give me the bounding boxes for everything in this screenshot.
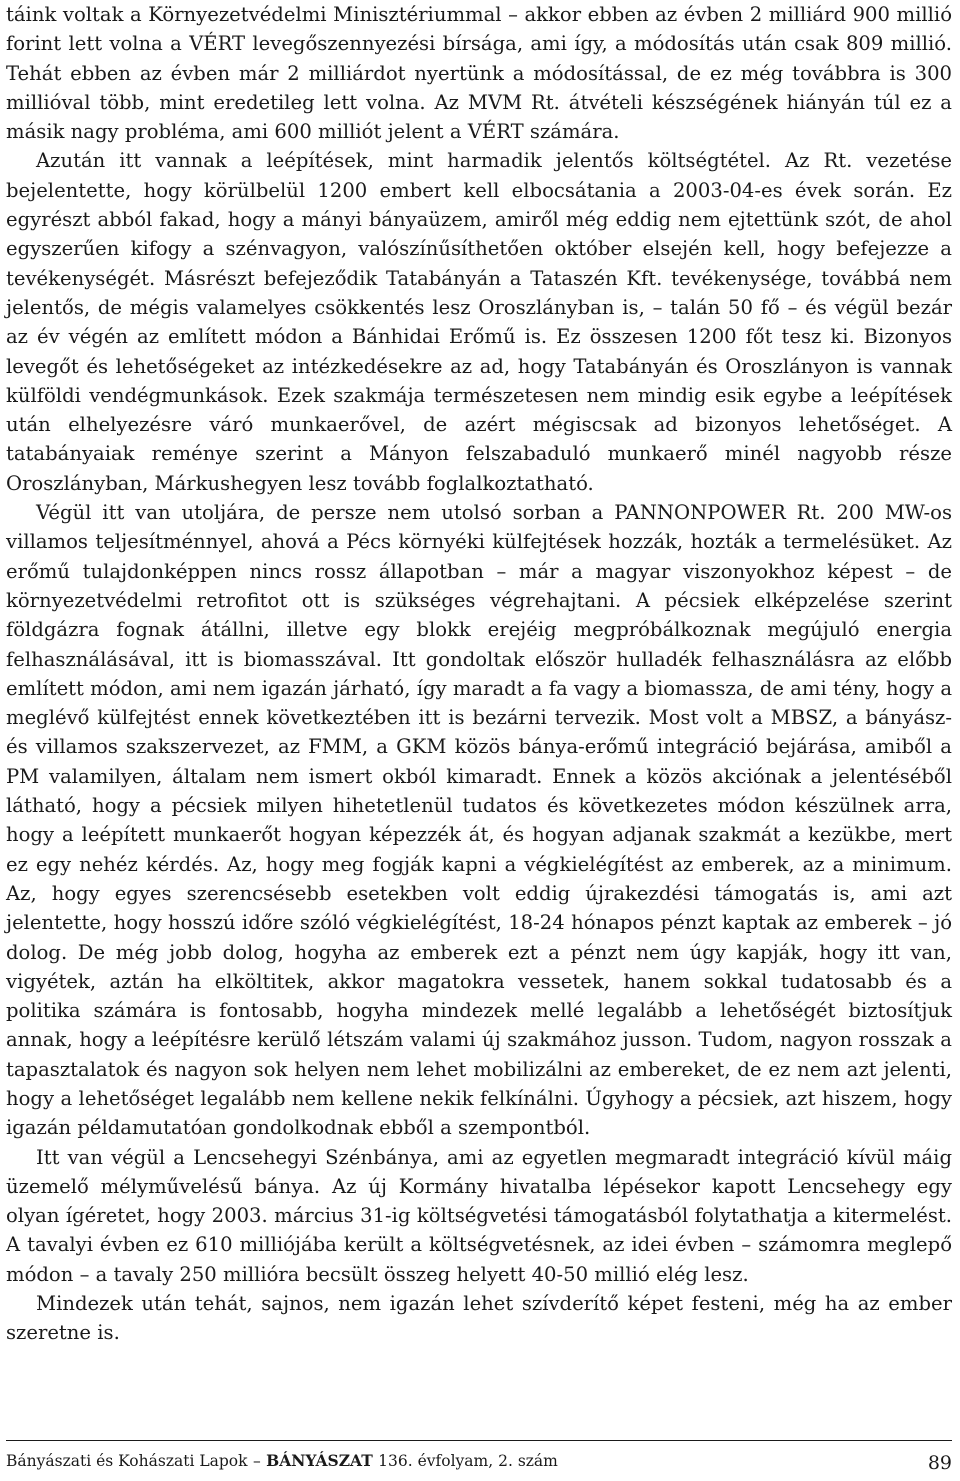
page-body <box>6 0 952 1348</box>
paragraph-3: Végül itt van utoljára, de persze nem utolsó sorban a PANNONPOWER Rt. 200 MW-os villamos teljesítménnyel, ahová a Pécs környéki külfejtések hozzák, hozták a termelésüket. Az erőmű tulajdonképpen nincs rossz állapotban – már a magyar viszonyokhoz képest – de környezetvédelmi retrofitot ott is szükséges végrehajtani. A pécsiek elképzelése szerint földgázra fognak átállni, illetve egy blokk erejéig megpróbálkoznak megújuló energia felhasználásával, itt is biomasszával. Itt gondoltak először hulladék felhasználásra az előbb említett módon, ami nem igazán járható, így maradt a fa vagy a biomassza, de ami tény, hogy a meglévő külfejtést ennek következtében itt is bezárni tervezik. Most volt a MBSZ, a bányász- és villamos szakszervezet, az FMM, a GKM közös bánya-erőmű integráció bejárása, amiből a PM valamilyen, általam nem ismert okból kimaradt. Ennek a közös akciónak a jelentéséből látható, hogy a pécsiek milyen hihetetlenül tudatos és következetes módon készülnek arra, hogy a leépített munkaerőt hogyan képezzék át, és hogyan adjanak szakmát a kezükbe, mert ez egy nehéz kérdés. Az, hogy meg fogják kapni a végkielégítést az emberek, az a minimum. Az, hogy egyes szerencsésebb esetekben volt eddig újrakezdési támogatás is, ami azt jelentette, hogy hosszú időre szóló végkielégítést, 18-24 hónapos pénzt kaptak az emberek – jó dolog. De még jobb dolog, hogyha az emberek ezt a pénzt nem úgy kapják, hogy itt van, vigyétek, aztán ha elköltitek, akkor magatokra vessetek, hanem sokkal tudatosabb és a politika számára is fontosabb, hogyha mindezek mellé legalább a lehetőségét biztosítjuk annak, hogy a leépítésre kerülő létszám valami új szakmához jusson. Tudom, nagyon rosszak a tapasztalatok és nagyon sok helyen nem lehet mobilizálni az embereket, de ez nem azt jelenti, hogy a lehetőséget legalább nem kellene nekik felkínálni. Úgyhogy a pécsiek, azt hiszem, hogy igazán példamutatóan gondolkodnak ebből a szempontból. <box>6 501 952 1140</box>
journal-citation <box>6 1450 558 1472</box>
citation-dash: – <box>252 1452 261 1470</box>
footer-divider <box>6 1440 952 1441</box>
paragraph-2: Azután itt vannak a leépítések, mint harmadik jelentős költségtétel. Az Rt. vezetése bejelentette, hogy körülbelül 1200 embert kell elbocsátania a 2003-04-es évek során. Ez egyrészt abból fakad, hogy a mányi bányaüzem, amiről még eddig nem ejtettünk szót, de ahol egyszerűen kifogy a szénvagyon, valószínűsíthetően október elsején kell, hogy befejezze a tevékenységét. Másrészt befejeződik Tatabányán a Tataszén Kft. tevékenysége, továbbá nem jelentős, de mégis valamelyes csökkentés lesz Oroszlányban is, – talán 50 fő – és végül bezár az év végén az említett módon a Bánhidai Erőmű is. Ez összesen 1200 főt tesz ki. Bizonyos levegőt és lehetőségeket az intézkedésekre az ad, hogy Tatabányán és Oroszlányon is vannak külföldi vendégmunkások. Ezek szakmája természetesen nem mindig esik egybe a leépítések után elhelyezésre váró munkaerővel, de azért mégiscsak ad bizonyos lehetőséget. A tatabányaiak reménye szerint a Mányon felszabaduló munkaerő minél nagyobb része Oroszlányban, Márkushegyen lesz tovább foglalkoztatható. <box>6 149 952 495</box>
article-text <box>6 0 952 1348</box>
journal-prefix: Bányászati és Kohászati Lapok <box>6 1452 248 1470</box>
paragraph-1: táink voltak a Környezetvédelmi Minisztériummal – akkor ebben az évben 2 milliárd 900 millió forint lett volna a VÉRT levegőszennyezési bírsága, ami így, a módosítás után csak 809 millió. Tehát ebben az évben már 2 milliárdot nyertünk a módosítással, de ez még továbbra is 300 millióval több, mint eredetileg lett volna. Az MVM Rt. átvételi készségének hiányán túl ez a másik nagy probléma, ami 600 milliót jelent a VÉRT számára. <box>6 3 952 144</box>
page-footer <box>6 1448 952 1476</box>
paragraph-4: Itt van végül a Lencsehegyi Szénbánya, ami az egyetlen megmaradt integráció kívül máig üzemelő mélyművelésű bánya. Az új Kormány hivatalba lépésekor kapott Lencsehegy egy olyan ígéretet, hogy 2003. március 31-ig költségvetési támogatásból folytathatja a kitermelést. A tavalyi évben ez 610 milliójába került a költségvetésnek, az idei évben – számomra meglepő módon – a tavaly 250 millióra becsült összeg helyett 40-50 millió elég lesz. <box>6 1145 952 1286</box>
journal-name: BÁNYÁSZAT <box>266 1451 373 1470</box>
journal-volume: 136. évfolyam, 2. szám <box>378 1452 558 1470</box>
page-number: 89 <box>927 1452 952 1474</box>
paragraph-5: Mindezek után tehát, sajnos, nem igazán lehet szívderítő képet festeni, még ha az ember szeretne is. <box>6 1292 952 1345</box>
